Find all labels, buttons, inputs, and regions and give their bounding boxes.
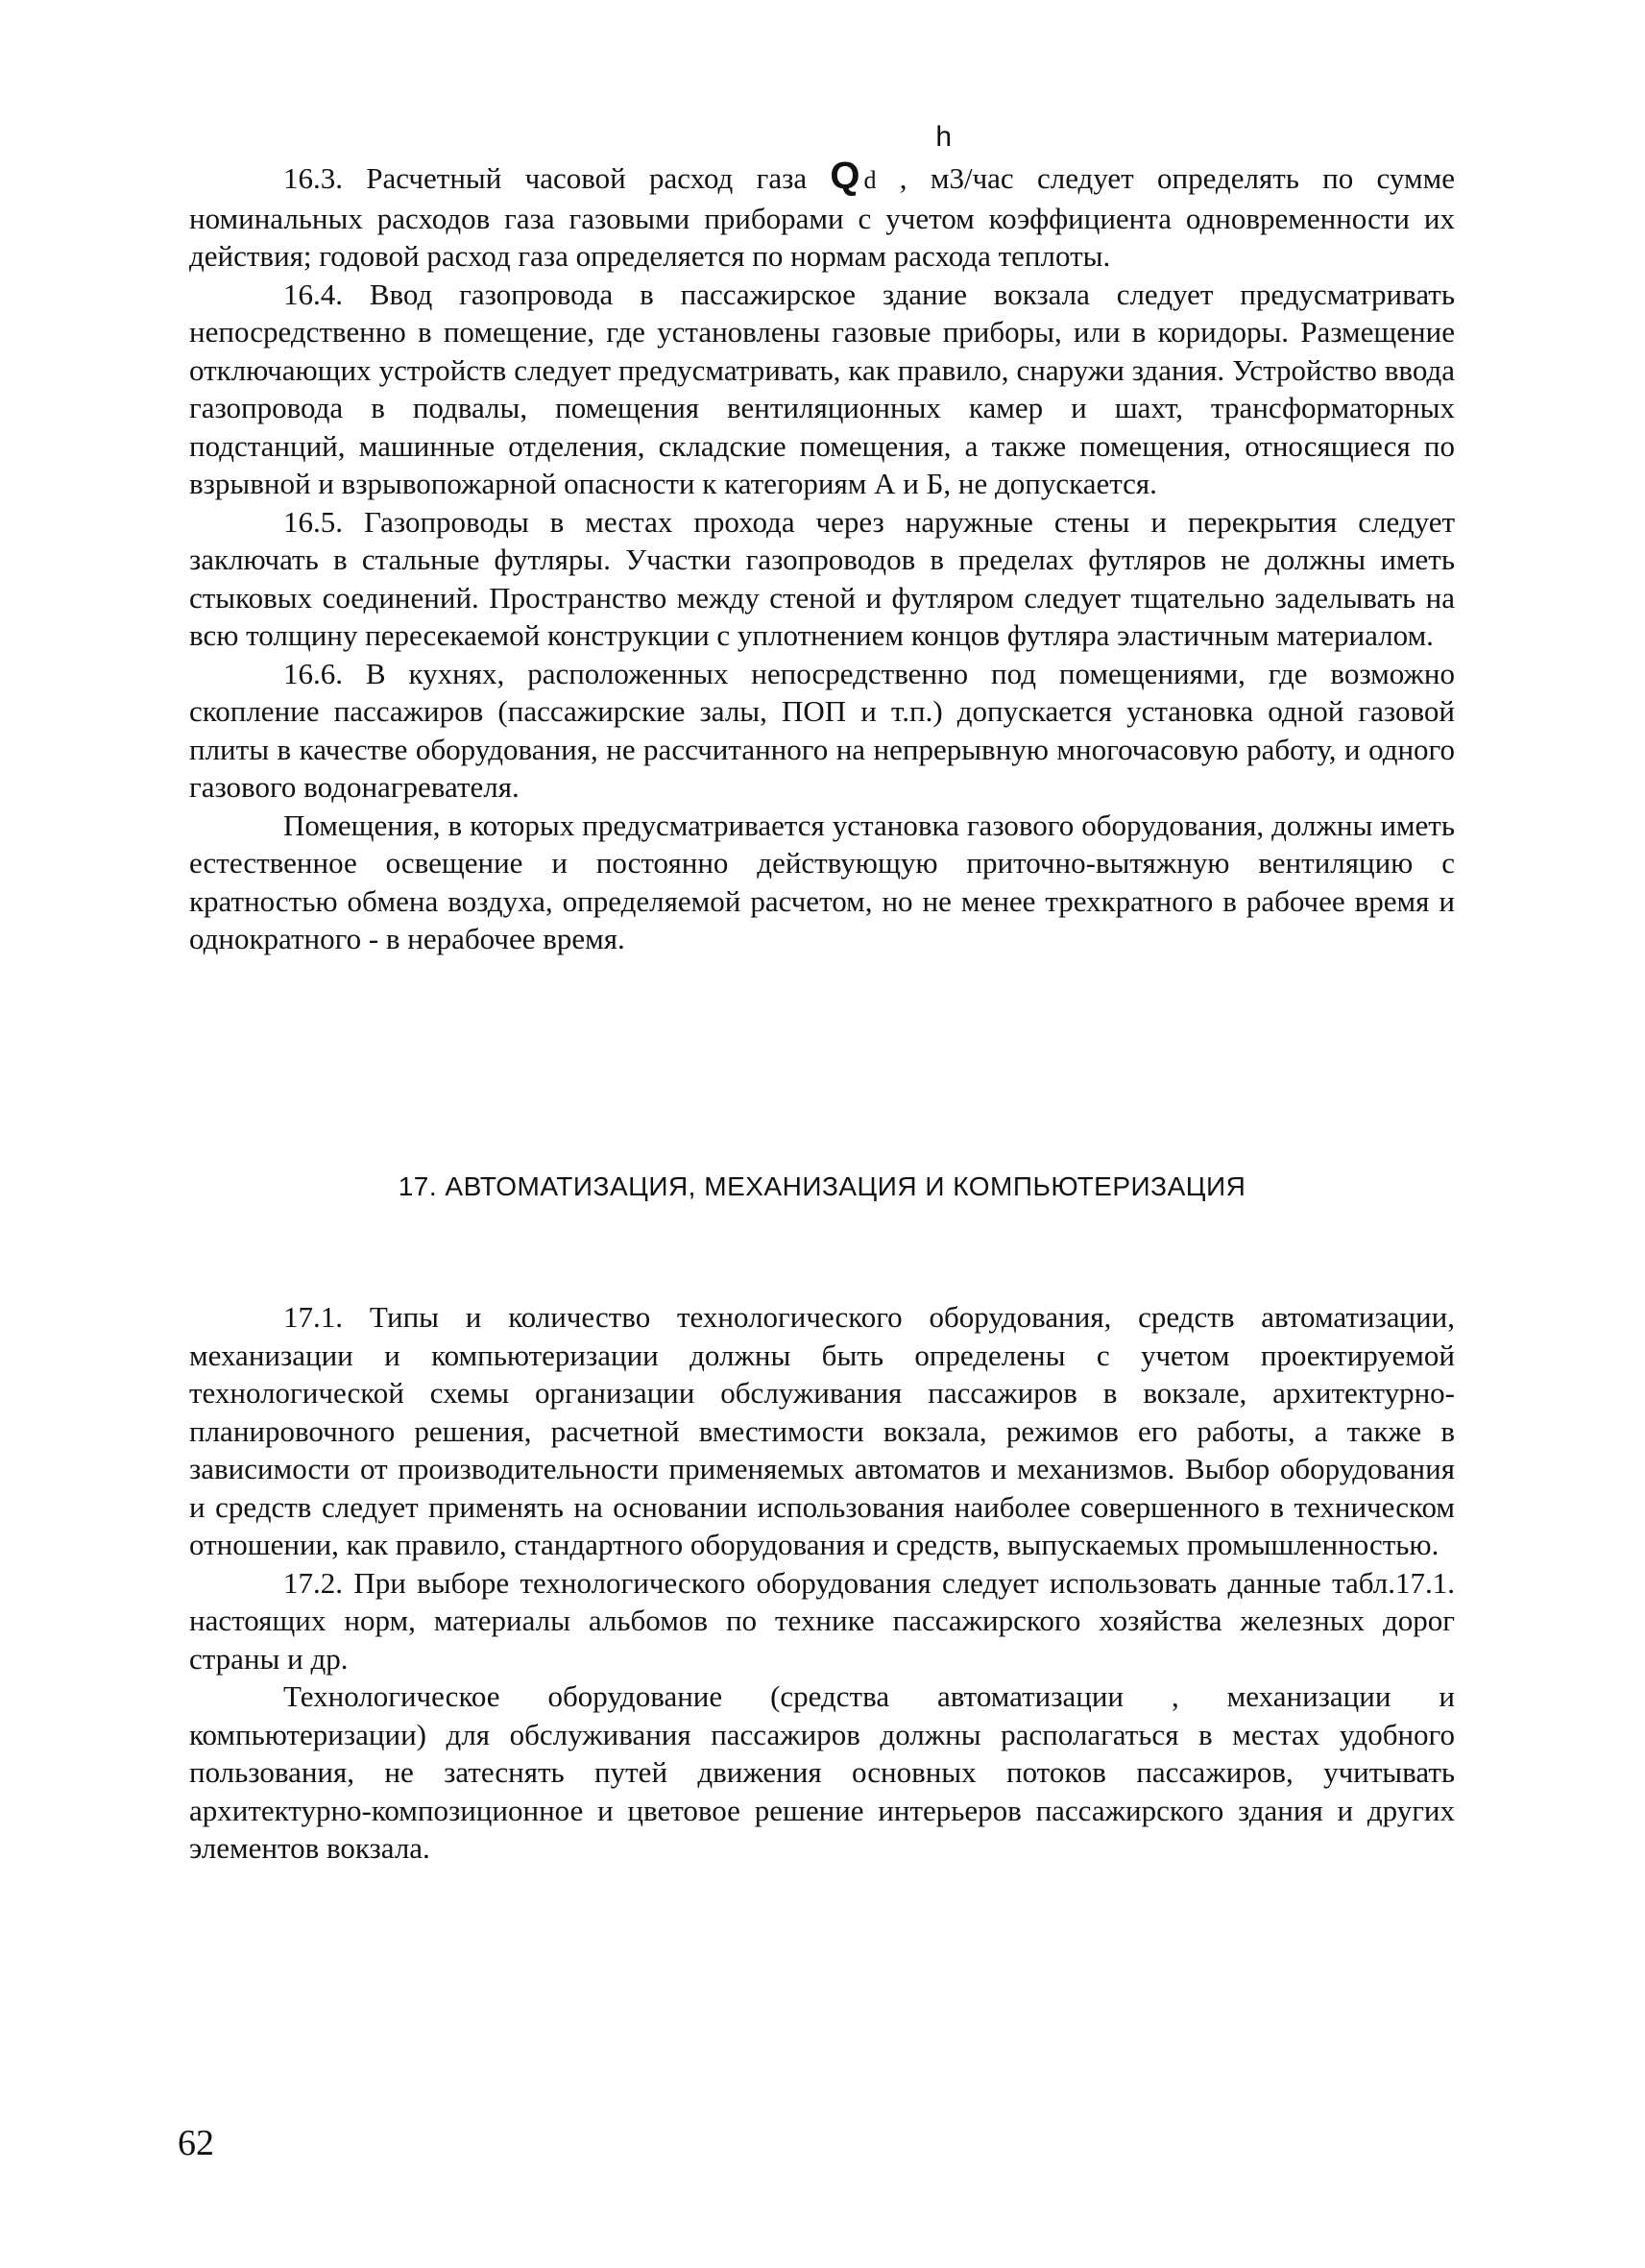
paragraph-17-2-continued: Технологическое оборудование (средства автоматизации , механизации и компьютеризации) для обслуживания пассажиров должны располагаться в местах удобного пользования, не затеснять путей движения основных потоков пассажиров, учитывать архитектурно-композиционное и цветовое решение интерьеров пассажирского здания и других элементов вокзала.	[189, 1679, 1455, 1865]
gas-flow-symbol-superscript: h	[935, 121, 953, 153]
paragraph-16-5: 16.5. Газопроводы в местах прохода через наружные стены и перекрытия следует заключать в стальные футляры. Участки газопроводов в пределах футляров не должны иметь стыковых соединений. Пространство между стеной и футляром следует тщательно заделывать на всю толщину пересекаемой конструкции с уплотнением концов футляра эластичным материалом.	[189, 504, 1455, 652]
automation-section	[189, 1298, 1455, 1868]
gas-flow-symbol-letter: Q	[830, 155, 860, 197]
paragraph-16-6-continued: Помещения, в которых предусматривается установка газового оборудования, должны иметь естественное освещение и постоянно действующую приточно-вытяжную вентиляцию с кратностью обмена воздуха, определяемой расчетом, но не менее трехкратного в рабочее время и однократного - в нерабочее время.	[189, 808, 1455, 955]
paragraph-16-3	[189, 121, 1455, 276]
section-heading: 17. АВТОМАТИЗАЦИЯ, МЕХАНИЗАЦИЯ И КОМПЬЮТЕРИЗАЦИЯ	[398, 1171, 1246, 1201]
paragraph-16-6: 16.6. В кухнях, расположенных непосредственно под помещениями, где возможно скопление пассажиров (пассажирские залы, ПОП и т.п.) допускается установка одной газовой плиты в качестве оборудования, не рассчитанного на непрерывную многочасовую работу, и одного газового водонагревателя.	[189, 656, 1455, 804]
paragraph-16-3-text-start: 16.3. Расчетный часовой расход газа	[283, 161, 831, 195]
paragraph-16-4: 16.4. Ввод газопровода в пассажирское здание вокзала следует предусматривать непосредственно в помещение, где установлены газовые приборы, или в коридоры. Размещение отключающих устройств следует предусматривать, как правило, снаружи здания. Устройство ввода газопровода в подвалы, помещения вентиляционных камер и шахт, трансформаторных подстанций, машинные отделения, складские помещения, а также помещения, относящиеся по взрывной и взрывопожарной опасности к категориям А и Б, не допускается.	[189, 277, 1455, 500]
paragraph-16-3-text-end: , м3/час следует определять по сумме номинальных расходов газа газовыми приборами с учетом коэффициента одновременности их действия; годовой расход газа определяется по нормам расхода теплоты.	[189, 161, 1455, 273]
page-number: 62	[178, 2123, 214, 2163]
gas-flow-symbol-subscript: d	[863, 166, 877, 194]
gas-supply-section	[189, 121, 1455, 958]
paragraph-17-1: 17.1. Типы и количество технологического оборудования, средств автоматизации, механизации и компьютеризации должны быть определены с учетом проектируемой технологической схемы организации обслуживания пассажиров в вокзале, архитектурно-планировочного решения, расчетной вместимости вокзала, режимов его работы, а также в зависимости от производительности применяемых автоматов и механизмов. Выбор оборудования и средств следует применять на основании использования наиболее совершенного в техническом отношении, как правило, стандартного оборудования и средств, выпускаемых промышленностью.	[189, 1300, 1455, 1561]
paragraph-17-2: 17.2. При выборе технологического оборудования следует использовать данные табл.17.1. настоящих норм, материалы альбомов по технике пассажирского хозяйства железных дорог страны и др.	[189, 1565, 1455, 1676]
gas-flow-symbol	[830, 121, 953, 197]
